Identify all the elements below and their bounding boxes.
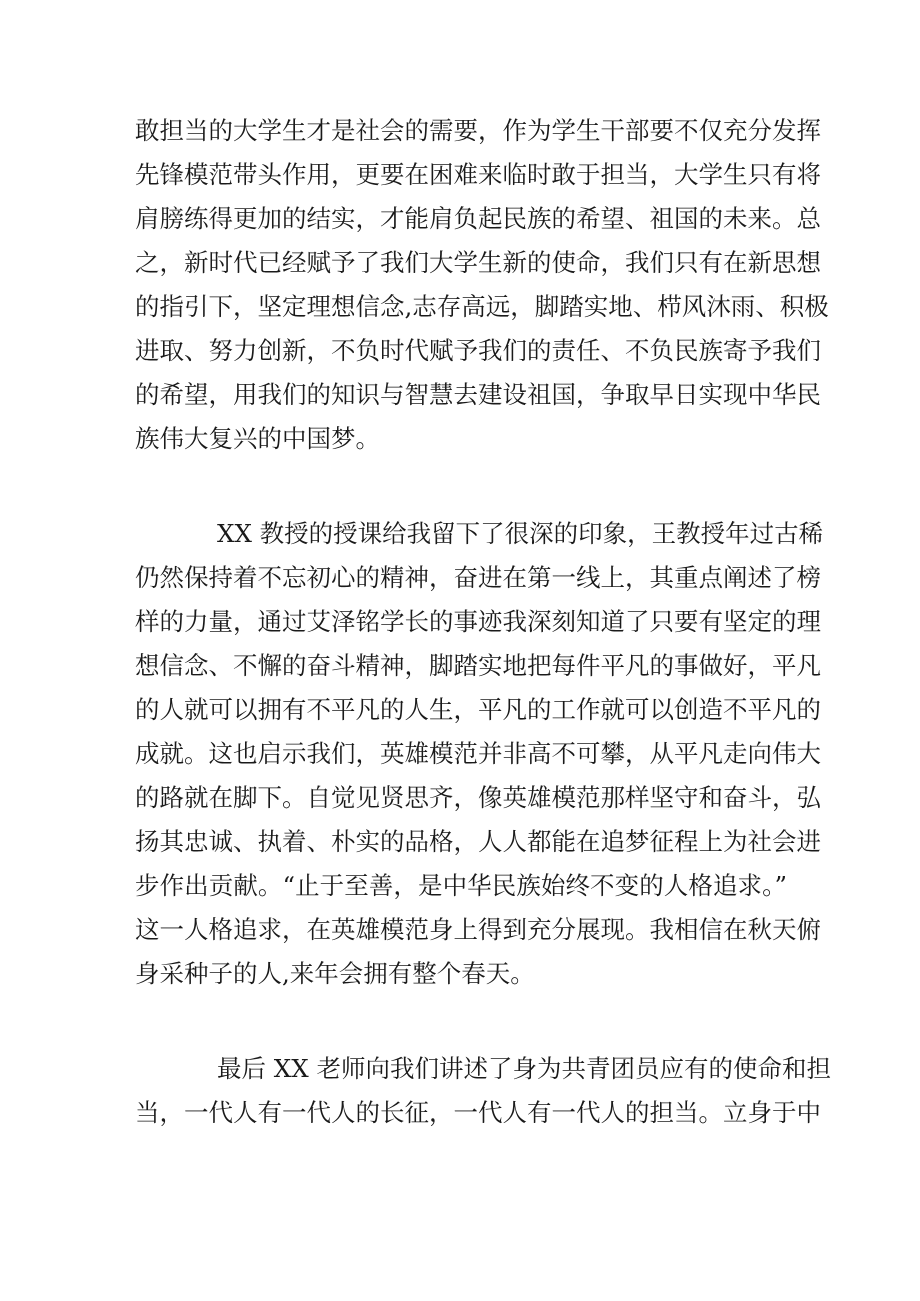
text-line: 之，新时代已经赋予了我们大学生新的使命，我们只有在新思想	[135, 248, 821, 277]
text-line: 步作出贡献。“止于至善，是中华民族始终不变的人格追求。”	[135, 871, 787, 900]
text-line: 的人就可以拥有不平凡的人生，平凡的工作就可以创造不平凡的	[135, 695, 821, 724]
text-line: 想信念、不懈的奋斗精神，脚踏实地把每件平凡的事做好，平凡	[135, 651, 821, 680]
text-line: 成就。这也启示我们，英雄模范并非高不可攀，从平凡走向伟大	[135, 739, 821, 768]
text-line: 当，一代人有一代人的长征，一代人有一代人的担当。立身于中	[135, 1098, 821, 1127]
text-line: 仍然保持着不忘初心的精神，奋进在第一线上，其重点阐述了榜	[135, 563, 821, 592]
text-line: 最后 XX 老师向我们讲述了身为共青团员应有的使命和担	[217, 1054, 831, 1083]
text-line: 肩膀练得更加的结实，才能肩负起民族的希望、祖国的未来。总	[135, 204, 821, 233]
text-line: 的希望，用我们的知识与智慧去建设祖国，争取早日实现中华民	[135, 380, 821, 409]
text-line: 这一人格追求，在英雄模范身上得到充分展现。我相信在秋天俯	[135, 915, 821, 944]
text-line: XX 教授的授课给我留下了很深的印象，王教授年过古稀	[217, 519, 824, 548]
text-line: 族伟大复兴的中国梦。	[135, 424, 380, 453]
text-line: 敢担当的大学生才是社会的需要，作为学生干部要不仅充分发挥	[135, 116, 821, 145]
text-line: 样的力量，通过艾泽铭学长的事迹我深刻知道了只要有坚定的理	[135, 607, 821, 636]
text-line: 身采种子的人,来年会拥有整个春天。	[135, 959, 535, 988]
text-line: 先锋模范带头作用，更要在困难来临时敢于担当，大学生只有将	[135, 160, 821, 189]
text-line: 的指引下，坚定理想信念,志存高远，脚踏实地、栉风沐雨、积极	[135, 292, 829, 321]
text-line: 进取、努力创新，不负时代赋予我们的责任、不负民族寄予我们	[135, 336, 821, 365]
text-line: 的路就在脚下。自觉见贤思齐，像英雄模范那样坚守和奋斗，弘	[135, 783, 821, 812]
text-line: 扬其忠诚、执着、朴实的品格，人人都能在追梦征程上为社会进	[135, 827, 821, 856]
